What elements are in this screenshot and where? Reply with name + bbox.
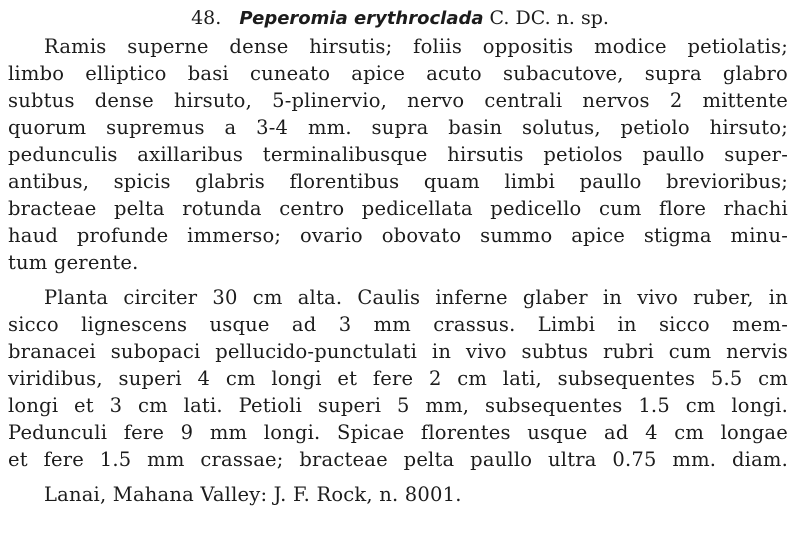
species-number: 48. bbox=[191, 7, 222, 29]
species-heading bbox=[0, 5, 800, 32]
description-line: sicco lignescens usque ad 3 mm crassus. Limbi in sicco mem- bbox=[8, 313, 788, 336]
diagnosis-line: limbo elliptico basi cuneato apice acuto subacutove, supra glabro bbox=[8, 62, 788, 85]
description-line: longi et 3 cm lati. Petioli superi 5 mm, subsequentes 1.5 cm longi. bbox=[8, 394, 788, 417]
locality-line: Lanai, Mahana Valley: J. F. Rock, n. 8001. bbox=[44, 483, 462, 506]
diagnosis-line: haud profunde immerso; ovario obovato summo apice stigma minu- bbox=[8, 224, 788, 247]
diagnosis-line: bracteae pelta rotunda centro pedicellata pedicello cum flore rhachi bbox=[8, 197, 788, 220]
description-line: et fere 1.5 mm crassae; bracteae pelta paullo ultra 0.75 mm. diam. bbox=[8, 448, 788, 471]
description-line: Planta circiter 30 cm alta. Caulis inferne glaber in vivo ruber, in bbox=[44, 286, 788, 309]
species-authority: C. DC. n. sp. bbox=[489, 7, 609, 29]
description-line: branacei subopaci pellucido-punctulati in vivo subtus rubri cum nervis bbox=[8, 340, 788, 363]
diagnosis-line: subtus dense hirsuto, 5-plinervio, nervo centrali nervos 2 mittente bbox=[8, 89, 788, 112]
description-line: Pedunculi fere 9 mm longi. Spicae florentes usque ad 4 cm longae bbox=[8, 421, 788, 444]
description-line: viridibus, superi 4 cm longi et fere 2 cm lati, subsequentes 5.5 cm bbox=[8, 367, 788, 390]
species-name: Peperomia erythroclada bbox=[239, 8, 484, 29]
diagnosis-line: Ramis superne dense hirsutis; foliis oppositis modice petiolatis; bbox=[44, 35, 788, 58]
diagnosis-line: pedunculis axillaribus terminalibusque hirsutis petiolos paullo super- bbox=[8, 143, 788, 166]
diagnosis-line: tum gerente. bbox=[8, 251, 139, 274]
diagnosis-line: antibus, spicis glabris florentibus quam limbi paullo brevioribus; bbox=[8, 170, 788, 193]
diagnosis-line: quorum supremus a 3-4 mm. supra basin solutus, petiolo hirsuto; bbox=[8, 116, 788, 139]
